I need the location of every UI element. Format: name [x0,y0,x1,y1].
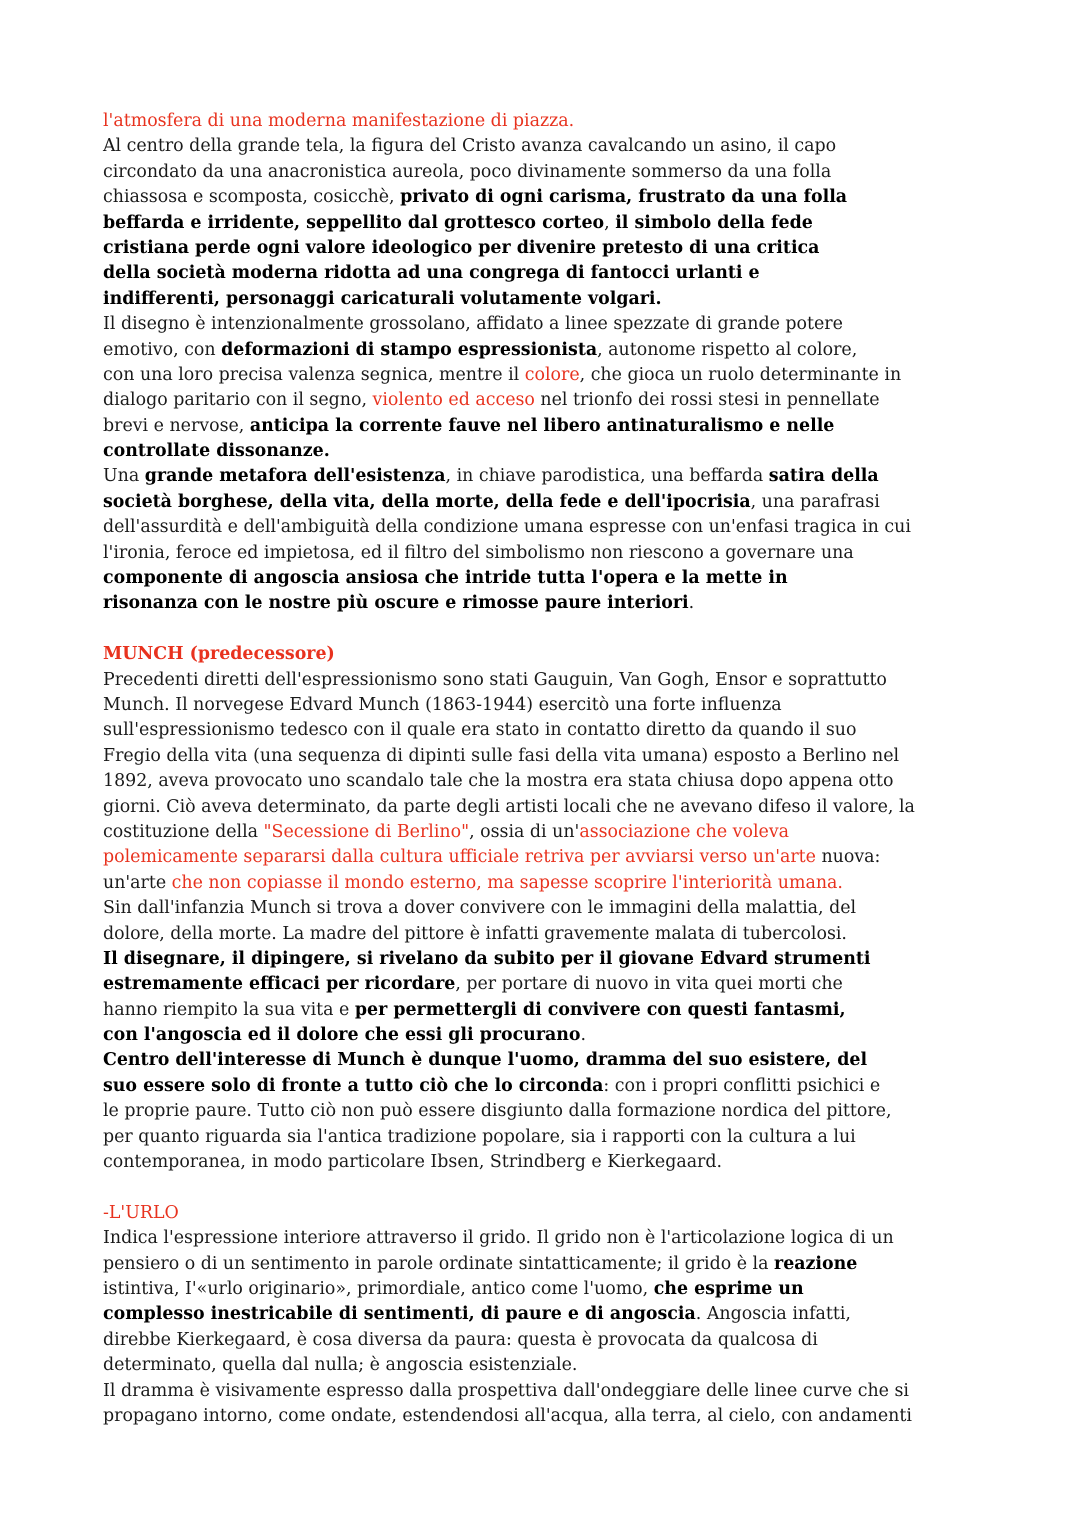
text-line [103,1048,1003,1073]
bold-text: anticipa la corrente fauve nel libero antinaturalismo e nelle [249,415,835,436]
body-text: Precedenti diretti dell'espressionismo sono stati Gauguin, Van Gogh, Ensor e soprattutto [103,669,887,690]
text-line [103,490,1003,515]
body-text: l'ironia, feroce ed impietosa, ed il filtro del simbolismo non riescono a governare una [103,542,854,563]
body-text: 1892, aveva provocato uno scandalo tale che la mostra era stata chiusa dopo appena otto [103,771,894,792]
bold-text: cristiana perde ogni valore ideologico per divenire pretesto di una critica [103,237,820,258]
bold-text: indifferenti, personaggi caricaturali volutamente volgari. [103,288,662,309]
text-line [103,1023,1003,1048]
bold-text: della società moderna ridotta ad una congrega di fantocci urlanti e [103,263,760,284]
body-text: brevi e nervose, [103,415,250,436]
text-line [103,541,1003,566]
text-line [103,871,1003,896]
body-text: . Angoscia infatti, [695,1304,851,1325]
body-text: Indica l'espressione interiore attraverso il grido. Il grido non è l'articolazione logica di un [103,1228,894,1249]
body-text: . [580,1025,587,1046]
body-text: nel trionfo dei rossi stesi in pennellate [534,390,880,411]
text-line [103,287,1003,312]
text-line [103,1201,1003,1226]
text-line [103,1074,1003,1099]
text-line [103,261,1003,286]
body-text: Una [103,466,145,487]
body-text: Sin dall'infanzia Munch si trova a dover convivere con le immagini della malattia, del [103,898,857,919]
bold-text: che esprime un [653,1278,804,1299]
text-line [103,972,1003,997]
bold-text: estremamente efficaci per ricordare [103,974,456,995]
bold-text: Centro dell'interesse di Munch è dunque l'uomo, dramma del suo esistere, del [103,1050,868,1071]
text-line [103,769,1003,794]
bold-text: grande metafora dell'esistenza [144,466,446,487]
text-line [103,591,1003,616]
body-text: dolore, della morte. La madre del pittore è infatti gravemente malata di tubercolosi. [103,923,847,944]
body-text: direbbe Kierkegaard, è cosa diversa da paura: questa è provocata da qualcosa di [103,1329,818,1350]
text-line [103,1379,1003,1404]
body-text: pensiero o di un sentimento in parole ordinate sintatticamente; il grido è la [103,1253,775,1274]
text-line [103,896,1003,921]
highlighted-text: -L'URLO [103,1202,179,1223]
text-line [103,211,1003,236]
highlighted-text: violento ed acceso [372,390,535,411]
highlighted-text: polemicamente separarsi dalla cultura ufficiale retriva per avviarsi verso un'arte [103,847,816,868]
bold-text: Il disegnare, il dipingere, si rivelano da subito per il giovane Edvard strumenti [103,948,871,969]
body-text: , autonome rispetto al colore, [597,339,858,360]
body-text: : con i propri conflitti psichici e [603,1075,881,1096]
section-heading: MUNCH (predecessore) [103,644,335,665]
bold-text: complesso inestricabile di sentimenti, di paure e di angoscia [103,1304,696,1325]
text-line [103,464,1003,489]
bold-text: risonanza con le nostre più oscure e rimosse paure interiori [103,593,689,614]
text-line [103,363,1003,388]
highlighted-text: l'atmosfera di una moderna manifestazione di piazza. [103,111,575,131]
text-line [103,1404,1003,1429]
body-text: sull'espressionismo tedesco con il quale era stato in contatto diretto da quando il suo [103,720,857,741]
bold-text: controllate dissonanze. [103,441,330,462]
body-text: con una loro precisa valenza segnica, mentre il [103,364,525,385]
text-line [103,388,1003,413]
bold-text: componente di angoscia ansiosa che intride tutta l'opera e la mette in [103,568,788,589]
bold-text: suo essere solo di fronte a tutto ciò che lo circonda [103,1075,604,1096]
bold-text: privato di ogni carisma, frustrato da una folla [400,187,848,208]
blank-line [103,617,1003,642]
text-line [103,845,1003,870]
text-line [103,1302,1003,1327]
body-text: circondato da una anacronistica aureola, poco divinamente sommerso da una folla [103,161,832,182]
body-text: Il disegno è intenzionalmente grossolano, affidato a linee spezzate di grande potere [103,314,843,335]
highlighted-text: "Secessione di Berlino" [263,821,470,842]
text-line [103,1226,1003,1251]
text-line [103,134,1003,159]
bold-text: reazione [774,1253,858,1274]
body-text: Il dramma è visivamente espresso dalla prospettiva dall'ondeggiare delle linee curve che si [103,1380,909,1401]
body-text: Munch. Il norvegese Edvard Munch (1863-1944) esercitò una forte influenza [103,694,782,715]
text-line [103,338,1003,363]
text-line [103,1150,1003,1175]
body-text: , in chiave parodistica, una beffarda [445,466,769,487]
highlighted-text: colore [524,364,580,385]
body-text: dell'assurdità e dell'ambiguità della condizione umana espresse con un'enfasi tragica in cui [103,517,911,538]
text-line [103,1252,1003,1277]
text-line [103,744,1003,769]
bold-text: beffarda e irridente, seppellito dal grottesco corteo [103,212,605,233]
highlighted-text: che non copiasse il mondo esterno, ma sapesse scoprire l'interiorità umana. [171,872,843,893]
body-text: giorni. Ciò aveva determinato, da parte degli artisti locali che ne avevano difeso il valore, la [103,796,915,817]
text-line [103,922,1003,947]
body-text: , per portare di nuovo in vita quei morti che [455,974,843,995]
bold-text: società borghese, della vita, della morte, della fede e dell'ipocrisia [103,491,751,512]
text-line [103,1125,1003,1150]
body-text: Al centro della grande tela, la figura del Cristo avanza cavalcando un asino, il capo [103,136,837,157]
body-text: hanno riempito la sua vita e [103,999,355,1020]
body-text: emotivo, con [103,339,222,360]
text-line [103,668,1003,693]
body-text: . [688,593,695,614]
body-text: , ossia di un' [469,821,580,842]
body-text: Fregio della vita (una sequenza di dipinti sulle fasi della vita umana) esposto a Berlino nel [103,745,900,766]
text-line [103,414,1003,439]
body-text: contemporanea, in modo particolare Ibsen, Strindberg e Kierkegaard. [103,1152,723,1173]
text-line [103,947,1003,972]
text-line [103,820,1003,845]
body-text: , che gioca un ruolo determinante in [579,364,902,385]
text-line [103,515,1003,540]
body-text: chiassosa e scomposta, cosicchè, [103,187,401,208]
document-page [103,109,1003,1429]
text-line [103,439,1003,464]
body-text: determinato, quella dal nulla; è angoscia esistenziale. [103,1355,578,1376]
body-text: , una parafrasi [750,491,880,512]
body-text: un'arte [103,872,172,893]
body-text: le proprie paure. Tutto ciò non può essere disgiunto dalla formazione nordica del pittore, [103,1101,892,1122]
bold-text: deformazioni di stampo espressionista [221,339,598,360]
text-line [103,1277,1003,1302]
text-line [103,109,1003,134]
text-line [103,185,1003,210]
text-line [103,642,1003,667]
body-text: costituzione della [103,821,264,842]
bold-text: per permettergli di convivere con questi fantasmi, [354,999,846,1020]
bold-text: il simbolo della fede [615,212,813,233]
text-line [103,312,1003,337]
text-line [103,998,1003,1023]
text-line [103,566,1003,591]
body-text: dialogo paritario con il segno, [103,390,373,411]
text-line [103,236,1003,261]
text-line [103,1099,1003,1124]
text-line [103,693,1003,718]
body-text: , [604,212,616,233]
body-text: nuova: [815,847,881,868]
body-text: per quanto riguarda sia l'antica tradizione popolare, sia i rapporti con la cultura a lui [103,1126,856,1147]
blank-line [103,1175,1003,1200]
text-line [103,718,1003,743]
highlighted-text: associazione che voleva [579,821,790,842]
text-line [103,1328,1003,1353]
bold-text: con l'angoscia ed il dolore che essi gli procurano [103,1025,581,1046]
text-line [103,795,1003,820]
bold-text: satira della [768,466,879,487]
text-line [103,1353,1003,1378]
body-text: propagano intorno, come ondate, estendendosi all'acqua, alla terra, al cielo, con andamenti [103,1405,912,1426]
body-text: istintiva, I'«urlo originario», primordiale, antico come l'uomo, [103,1278,654,1299]
text-line [103,160,1003,185]
